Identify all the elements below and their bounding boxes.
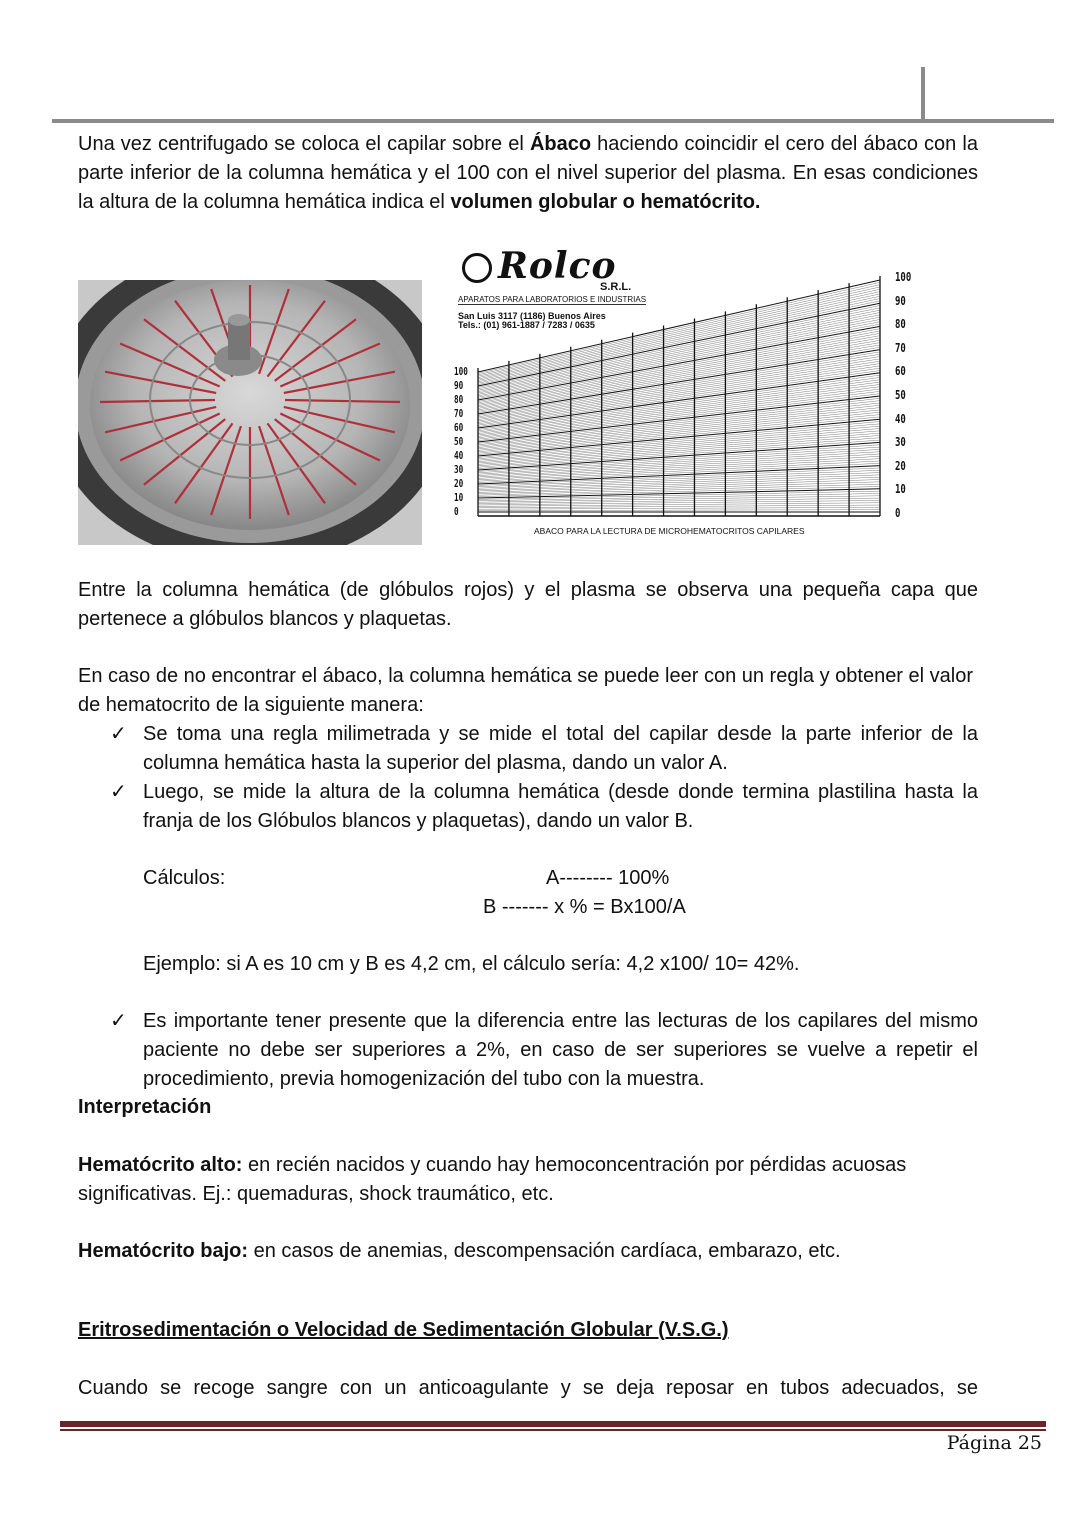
right-axis-tick: 100 (895, 270, 912, 284)
text: . (754, 191, 761, 213)
left-axis-tick: 40 (454, 449, 464, 462)
checkmark-icon: ✓ (110, 781, 127, 803)
left-axis-tick: 30 (454, 463, 464, 476)
left-axis-tick: 80 (454, 393, 464, 406)
brand-suffix: S.R.L. (600, 281, 632, 293)
left-axis-tick: 100 (454, 365, 468, 378)
right-axis-tick: 50 (895, 388, 906, 402)
text: haciendo coincidir el cero del ábaco con la parte inferior de la columna hemática y el 100 con el nivel superior del plasma. En esas condiciones la altura de la columna hemática indica el (78, 133, 978, 213)
list-item (110, 778, 978, 836)
abaco-line (478, 491, 880, 499)
text: Una vez centrifugado se coloca el capilar sobre el (78, 133, 530, 155)
text: en casos de anemias, descompensación cardíaca, embarazo, etc. (248, 1240, 841, 1262)
abaco-line (478, 482, 880, 494)
left-axis-tick: 20 (454, 477, 464, 490)
abaco-line (478, 505, 880, 508)
right-axis-tick: 40 (895, 411, 906, 426)
abaco-line (478, 442, 880, 470)
text: en recién nacidos y cuando hay hemoconcentración por pérdidas acuosas significativas. Ej.: quemaduras, shock traumático, etc. (78, 1154, 907, 1205)
list-item-text: Se toma una regla milimetrada y se mide el total del capilar desde la parte inferior de la columna hemática hasta la superior del plasma, dando un valor A. (143, 723, 978, 774)
paragraph-ruler-method (78, 662, 978, 720)
right-axis-tick: 0 (895, 506, 901, 520)
abaco-line (478, 398, 880, 443)
abaco-line (478, 375, 880, 429)
left-axis-tick: 70 (454, 407, 464, 420)
footer-rule-thin (60, 1429, 1046, 1431)
left-axis-tick: 50 (454, 435, 464, 448)
list-item (110, 720, 978, 778)
right-axis-tick: 10 (895, 482, 906, 497)
right-axis-tick: 30 (895, 435, 906, 450)
list-item-text: Luego, se mide la altura de la columna hemática (desde donde termina plastilina hasta la franja de los Glóbulos blancos y plaquetas), dando un valor B. (143, 781, 978, 832)
abaco-line (478, 475, 880, 490)
abaco-line (478, 477, 880, 491)
abaco-line (478, 470, 880, 487)
right-axis-tick: 70 (895, 340, 906, 355)
abaco-line (478, 507, 880, 509)
paragraph-abaco-intro (78, 130, 978, 217)
abaco-line (478, 373, 880, 428)
calc-line-2: B ------- x % = Bx100/A (483, 896, 686, 918)
calc-line-1: A-------- 100% (546, 867, 670, 889)
heading: Eritrosedimentación o Velocidad de Sedimentación Globular (V.S.G.) (78, 1319, 729, 1341)
left-axis-tick: 0 (454, 505, 459, 518)
bold-term: Hematócrito alto: (78, 1154, 243, 1176)
brand-phones: Tels.: (01) 961-1887 / 7283 / 0635 (458, 320, 595, 330)
bold-term: volumen globular o hematócrito (450, 191, 755, 213)
abaco-line (478, 382, 880, 434)
bold-term: Ábaco (529, 133, 592, 155)
footer-rule (60, 1421, 1046, 1427)
abaco-line (478, 461, 880, 481)
heading: Interpretación (78, 1096, 212, 1118)
abaco-line (478, 319, 880, 395)
text: Entre la columna hemática (de glóbulos rojos) y el plasma se observa una pequeña capa que pertenece a glóbulos blancos y plaquetas. (78, 579, 978, 630)
text: En caso de no encontrar el ábaco, la columna hemática se puede leer con un regla y obtener el valor de hematocrito de la siguiente manera: (78, 665, 973, 716)
header-rule (52, 119, 1054, 123)
abaco-line (478, 326, 880, 400)
right-axis-tick: 20 (895, 458, 906, 473)
abaco-line (478, 408, 880, 449)
abaco-line (478, 333, 880, 404)
page-number: Página 25 (946, 1432, 1042, 1454)
paragraph-low-hematocrit (78, 1237, 978, 1266)
calc-label: Cálculos: (143, 867, 226, 889)
paragraph-high-hematocrit (78, 1151, 918, 1209)
checkmark-icon: ✓ (110, 1010, 127, 1032)
interpretation-heading (78, 1093, 978, 1122)
abaco-line (478, 415, 880, 454)
left-axis-tick: 90 (454, 379, 464, 392)
rolco-logo-icon (462, 253, 492, 283)
abaco-line (478, 486, 880, 496)
left-axis-tick: 10 (454, 491, 464, 504)
list-item (110, 1007, 978, 1094)
abaco-line (478, 422, 880, 458)
right-axis-tick: 80 (895, 317, 906, 332)
abaco-line (478, 361, 880, 421)
brand-tagline: APARATOS PARA LABORATORIOS E INDUSTRIAS (458, 295, 647, 304)
list-item-text: Es importante tener presente que la diferencia entre las lecturas de los capilares del mismo paciente no debe ser superiores a 2%, en caso de ser superiores se vuelve a repetir el procedimiento, previa homogenización del tubo con la muestra. (143, 1010, 978, 1090)
right-axis-tick: 60 (895, 364, 906, 379)
abaco-caption: ABACO PARA LA LECTURA DE MICROHEMATOCRITOS CAPILARES (534, 526, 805, 536)
section-heading (78, 1316, 978, 1345)
abaco-line (478, 343, 880, 410)
abaco-chart (450, 245, 920, 545)
abaco-line (478, 503, 880, 507)
abaco-line (478, 350, 880, 414)
example-text: Ejemplo: si A es 10 cm y B es 4,2 cm, el cálculo sería: 4,2 x100/ 10= 42%. (143, 953, 800, 975)
abaco-line (478, 329, 880, 402)
abaco-line (478, 510, 880, 511)
paragraph-buffy-coat (78, 576, 978, 634)
brand-logo: Rolco (498, 245, 617, 287)
abaco-line (478, 438, 880, 467)
bold-term: Hematócrito bajo: (78, 1240, 249, 1262)
abaco-line (478, 296, 880, 382)
text: Cuando se recoge sangre con un anticoagulante y se deja reposar en tubos adecuados, se (78, 1377, 978, 1399)
right-axis-tick: 90 (895, 293, 906, 308)
brand-address: San Luis 3117 (1186) Buenos Aires (458, 311, 606, 321)
centrifuge-photo (78, 280, 422, 545)
checkmark-icon: ✓ (110, 723, 127, 745)
left-axis-tick: 60 (454, 421, 464, 434)
paragraph-vsg (78, 1374, 978, 1403)
header-vertical-bar (921, 67, 925, 121)
